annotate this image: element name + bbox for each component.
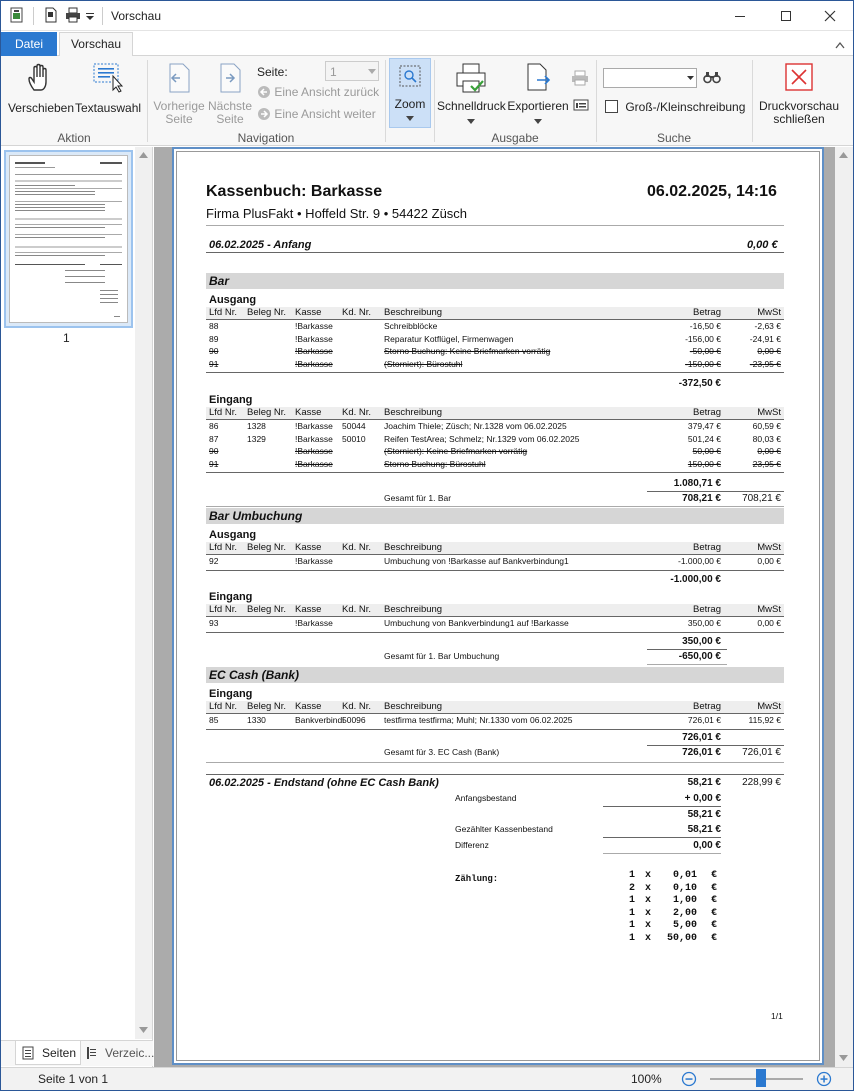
table-row-cell-kasse: !Barkasse <box>295 458 333 469</box>
scroll-down-icon[interactable] <box>839 1055 848 1061</box>
zoom-label: Zoom <box>394 97 426 111</box>
umbuchung-ausgang-sum: -1.000,00 € <box>670 574 721 585</box>
zaehlung-x: x <box>644 907 651 919</box>
vorherige-label-1: Vorherige <box>153 99 205 113</box>
naechste-label-1: Nächste <box>207 99 253 113</box>
schnelldruck-button[interactable] <box>437 62 505 128</box>
column-header-beleg: Beleg Nr. <box>247 542 287 553</box>
zaehlung-n: 1 <box>628 895 635 907</box>
table-row-cell-desc: Schreibblöcke <box>384 321 438 331</box>
tab-seiten-label: Seiten <box>42 1046 77 1060</box>
tab-seiten[interactable] <box>15 1041 81 1065</box>
endstand-betrag: 58,21 € <box>687 777 721 788</box>
bar-gesamt-betrag: 708,21 € <box>682 493 721 504</box>
zaehlung-row <box>617 870 717 881</box>
chevron-down-icon <box>467 119 475 125</box>
previous-page-icon <box>164 62 194 94</box>
table-row-cell-kasse: !Barkasse <box>295 358 333 369</box>
table-row-cell-mwst: 0,00 € <box>757 446 781 456</box>
endstand-mwst: 228,99 € <box>742 777 781 788</box>
pages-icon <box>22 1046 34 1060</box>
exportieren-button[interactable] <box>505 62 571 128</box>
new-document-icon[interactable] <box>43 7 59 23</box>
table-row-cell-lfd: 86 <box>209 421 219 431</box>
table-row-cell-betrag: -150,00 € <box>685 358 721 369</box>
table-row-cell-kasse: !Barkasse <box>295 333 333 344</box>
close-window-button[interactable] <box>807 1 853 31</box>
zaehlung-x: x <box>644 895 651 907</box>
scroll-up-icon[interactable] <box>839 152 848 158</box>
report-datetime: 06.02.2025, 14:16 <box>647 183 777 200</box>
zurueck-label: Eine Ansicht zurück <box>274 85 380 99</box>
table-row-cell-lfd: 90 <box>209 346 219 356</box>
zaehlung-c: € <box>710 920 717 932</box>
bar-ausgang-label: Ausgang <box>209 294 257 306</box>
preview-area <box>154 147 853 1067</box>
column-header-lfd: Lfd Nr. <box>209 307 237 318</box>
next-page-icon <box>215 62 245 94</box>
table-row-cell-mwst: -23,95 € <box>749 358 781 369</box>
tab-verzeichnis[interactable] <box>85 1041 153 1065</box>
zaehlung-c: € <box>710 882 717 894</box>
textauswahl-button[interactable] <box>75 62 141 115</box>
table-row-cell-desc: Reifen TestArea; Schmelz; Nr.1329 vom 06.02.2025 <box>384 433 580 444</box>
zoom-button[interactable] <box>389 58 431 128</box>
zaehlung-c: € <box>710 907 717 919</box>
column-header-kd: Kd. Nr. <box>342 407 372 418</box>
column-header-kasse: Kasse <box>295 604 322 615</box>
column-header-beschreibung: Beschreibung <box>384 604 443 615</box>
seite-value: 1 <box>330 65 337 79</box>
page-setup-icon[interactable] <box>573 98 589 115</box>
table-row-cell-kasse: !Barkasse <box>295 321 333 331</box>
vorherige-seite-button[interactable] <box>151 62 207 126</box>
zaehlung-n: 1 <box>628 907 635 919</box>
scroll-down-icon[interactable] <box>139 1027 148 1033</box>
table-row-cell-kd: 50010 <box>342 433 366 444</box>
zaehlung-c: € <box>710 870 717 881</box>
column-header-kd: Kd. Nr. <box>342 701 372 712</box>
chevron-down-icon <box>406 116 414 122</box>
quick-print-icon[interactable] <box>65 7 81 23</box>
table-row-cell-kd: 50096 <box>342 715 366 725</box>
column-header-kasse: Kasse <box>295 701 322 712</box>
preview-scrollbar[interactable] <box>835 147 853 1067</box>
export-icon <box>523 62 553 94</box>
column-header-kasse: Kasse <box>295 407 322 418</box>
column-header-betrag: Betrag <box>693 542 721 553</box>
table-row-cell-mwst: 0,00 € <box>757 618 781 628</box>
ribbon-tabs <box>1 32 853 56</box>
table-row-cell-betrag: 350,00 € <box>687 618 721 628</box>
druckvorschau-schliessen-button[interactable] <box>757 62 841 126</box>
chevron-down-icon <box>687 76 694 81</box>
column-header-mwst: MwSt <box>757 542 781 553</box>
zaehlung-c: € <box>710 933 717 944</box>
differenz-value: 0,00 € <box>693 840 721 851</box>
section-eccash-title: EC Cash (Bank) <box>209 668 300 682</box>
table-row-cell-desc: Umbuchung von Bankverbindung1 auf !Barkasse <box>384 618 569 628</box>
seite-select[interactable] <box>325 61 379 81</box>
zaehlung-v: 0,10 <box>672 882 697 894</box>
table-row-cell-betrag: 150,00 € <box>687 458 721 469</box>
minimize-button[interactable] <box>717 1 763 31</box>
window-title: Vorschau <box>111 9 162 23</box>
zaehlung-label: Zählung: <box>455 874 499 884</box>
table-row-cell-kasse: Bankverbindi <box>295 715 345 725</box>
zaehlung-x: x <box>644 870 651 881</box>
column-header-beleg: Beleg Nr. <box>247 407 287 418</box>
column-header-betrag: Betrag <box>693 604 721 615</box>
eccash-eingang-label: Eingang <box>209 688 253 700</box>
bar-eingang-label: Eingang <box>209 394 253 406</box>
table-row-cell-desc: (Storniert): Keine Briefmarken vorrätig <box>384 446 528 456</box>
column-header-mwst: MwSt <box>757 604 781 615</box>
zaehlung-n: 1 <box>628 933 635 944</box>
report-company: Firma PlusFakt • Hoffeld Str. 9 • 54422 Züsch <box>206 206 468 221</box>
bar-gesamt-label: Gesamt für 1. Bar <box>384 493 452 503</box>
forward-circle-icon <box>257 107 271 121</box>
close-label-2: schließen <box>773 112 825 126</box>
zoom-in-icon[interactable] <box>816 1071 832 1087</box>
table-row-cell-mwst: 115,92 € <box>748 715 781 725</box>
table-row-cell-mwst: -24,91 € <box>749 333 781 344</box>
search-input[interactable] <box>603 68 697 88</box>
quick-print-printer-icon <box>454 62 488 94</box>
table-row-cell-desc: Umbuchung von !Barkasse auf Bankverbindung1 <box>384 556 569 566</box>
eccash-eingang-sum: 726,01 € <box>682 732 721 743</box>
column-header-mwst: MwSt <box>757 407 781 418</box>
naechste-label-2: Seite <box>216 112 244 126</box>
verschieben-label: Verschieben <box>7 101 75 115</box>
table-row-cell-kd: 50044 <box>342 421 366 431</box>
column-header-kasse: Kasse <box>295 307 322 318</box>
column-header-beschreibung: Beschreibung <box>384 407 443 418</box>
status-zoom: 100% <box>631 1072 662 1086</box>
column-header-kd: Kd. Nr. <box>342 542 372 553</box>
zaehlung-x: x <box>644 933 651 944</box>
section-umbuchung-title: Bar Umbuchung <box>209 509 303 523</box>
anfangsbestand-label: Anfangsbestand <box>455 793 517 803</box>
table-row-cell-lfd: 91 <box>209 458 219 469</box>
hand-icon <box>25 62 57 94</box>
section-bar-title: Bar <box>209 274 230 288</box>
page-frame <box>172 147 824 1065</box>
vorherige-label-2: Seite <box>165 112 193 126</box>
eccash-gesamt-mwst: 726,01 € <box>742 747 781 758</box>
binoculars-icon[interactable] <box>703 70 721 87</box>
column-header-beschreibung: Beschreibung <box>384 701 443 712</box>
column-header-kasse: Kasse <box>295 542 322 553</box>
column-header-beleg: Beleg Nr. <box>247 307 287 318</box>
zaehlung-x: x <box>644 920 651 932</box>
table-row-cell-betrag: 379,47 € <box>687 421 721 431</box>
bar-eingang-sum: 1.080,71 € <box>673 478 721 489</box>
table-row-cell-desc: Reparatur Kotflügel, Firmenwagen <box>384 333 514 344</box>
umbuchung-gesamt-label: Gesamt für 1. Bar Umbuchung <box>384 651 500 661</box>
thumbnail-page <box>9 155 128 323</box>
checkbox-box[interactable] <box>605 100 618 113</box>
close-preview-icon <box>784 62 814 92</box>
table-row-cell-lfd: 93 <box>209 618 219 628</box>
exportieren-label: Exportieren <box>507 99 569 113</box>
thumbnail-page-number: 1 <box>63 331 70 345</box>
group-label-suche: Suche <box>656 131 692 145</box>
table-row-cell-beleg: 1329 <box>247 433 266 444</box>
zaehlung-row <box>617 895 717 906</box>
table-row-cell-betrag: -16,50 € <box>689 321 721 331</box>
gezaehlt-value: 58,21 € <box>687 824 721 835</box>
bar-ausgang-sum: -372,50 € <box>678 378 721 389</box>
table-row-cell-kasse: !Barkasse <box>295 618 333 628</box>
zoom-slider-thumb[interactable] <box>756 1069 766 1087</box>
column-header-lfd: Lfd Nr. <box>209 604 237 615</box>
text-select-icon <box>91 62 125 94</box>
table-row-cell-betrag: 50,00 € <box>692 446 721 456</box>
table-row-cell-mwst: 60,59 € <box>752 421 781 431</box>
verschieben-button[interactable] <box>7 62 75 115</box>
report-title: Kassenbuch: Barkasse <box>206 183 383 200</box>
table-row-cell-desc: testfirma testfirma; Muhl; Nr.1330 vom 06.02.2025 <box>384 715 573 725</box>
table-row-cell-lfd: 85 <box>209 715 219 725</box>
grossklein-label: Groß-/Kleinschreibung <box>625 100 746 114</box>
maximize-button[interactable] <box>763 1 809 31</box>
table-row-cell-kasse: !Barkasse <box>295 421 333 431</box>
table-row-cell-lfd: 88 <box>209 321 219 331</box>
zaehlung-n: 2 <box>628 882 635 894</box>
table-row-cell-mwst: 0,00 € <box>757 556 781 566</box>
close-label-1: Druckvorschau <box>758 99 840 113</box>
zaehlung-row <box>617 908 717 919</box>
app-icon <box>9 7 25 23</box>
table-row-cell-kasse: !Barkasse <box>295 556 333 566</box>
table-row-cell-desc: Joachim Thiele; Züsch; Nr.1328 vom 06.02.2025 <box>384 421 567 431</box>
zaehlung-v: 0,01 <box>672 870 697 881</box>
umbuchung-ausgang-label: Ausgang <box>209 529 257 541</box>
bar-gesamt-mwst: 708,21 € <box>742 493 781 504</box>
table-row-cell-beleg: 1330 <box>247 715 266 725</box>
status-page: Seite 1 von 1 <box>38 1072 109 1086</box>
column-header-mwst: MwSt <box>757 701 781 712</box>
chevron-down-icon <box>534 119 542 125</box>
zaehlung-n: 1 <box>628 870 635 881</box>
zaehlung-n: 1 <box>628 920 635 932</box>
endstand-label: 06.02.2025 - Endstand (ohne EC Cash Bank) <box>209 777 439 789</box>
column-header-lfd: Lfd Nr. <box>209 407 237 418</box>
zaehlung-v: 5,00 <box>672 920 697 932</box>
scroll-up-icon[interactable] <box>139 152 148 158</box>
page-thumbnail[interactable] <box>4 150 133 328</box>
table-row-cell-mwst: -2,63 € <box>754 321 781 331</box>
collapse-ribbon-icon[interactable] <box>835 38 845 52</box>
table-row-cell-betrag: 726,01 € <box>687 715 721 725</box>
eine-ansicht-zurueck-button[interactable] <box>257 85 379 99</box>
column-header-mwst: MwSt <box>757 307 781 318</box>
grossklein-checkbox[interactable] <box>605 100 745 114</box>
column-header-beschreibung: Beschreibung <box>384 542 443 553</box>
zaehlung-row <box>617 883 717 894</box>
gezaehlt-label: Gezählter Kassenbestand <box>455 824 553 834</box>
thumbnail-panel <box>1 147 153 1067</box>
zoom-out-icon[interactable] <box>681 1071 697 1087</box>
table-row-cell-desc: (Storniert): Bürostuhl <box>384 358 463 369</box>
zwischensumme: 58,21 € <box>687 809 721 820</box>
table-row-cell-mwst: 80,03 € <box>752 433 781 444</box>
chevron-down-icon[interactable] <box>85 11 95 27</box>
differenz-label: Differenz <box>455 840 489 850</box>
thumbnail-scrollbar[interactable] <box>135 147 152 1039</box>
section-bar <box>206 273 784 289</box>
table-row-cell-mwst: 0,00 € <box>757 346 781 356</box>
group-label-ausgabe: Ausgabe <box>491 131 539 145</box>
table-row-cell-lfd: 92 <box>209 556 219 566</box>
column-header-kd: Kd. Nr. <box>342 307 372 318</box>
weiter-label: Eine Ansicht weiter <box>274 107 376 121</box>
tab-vorschau[interactable]: Vorschau <box>59 32 133 57</box>
umbuchung-eingang-sum: 350,00 € <box>682 636 721 647</box>
seite-label: Seite: <box>257 65 288 79</box>
print-icon[interactable] <box>571 70 589 89</box>
tab-datei[interactable]: Datei <box>1 32 57 56</box>
table-row-cell-kasse: !Barkasse <box>295 346 333 356</box>
report-page <box>176 151 820 1061</box>
eine-ansicht-weiter-button[interactable] <box>257 107 376 121</box>
tab-verzeichnis-label: Verzeic... <box>105 1046 155 1060</box>
column-header-kd: Kd. Nr. <box>342 604 372 615</box>
table-row-cell-betrag: -1.000,00 € <box>677 556 721 566</box>
column-header-beschreibung: Beschreibung <box>384 307 443 318</box>
column-header-lfd: Lfd Nr. <box>209 542 237 553</box>
table-row-cell-desc: Storno Buchung: Keine Briefmarken vorrätig <box>384 346 551 356</box>
table-row-cell-kasse: !Barkasse <box>295 446 333 456</box>
textauswahl-label: Textauswahl <box>75 101 142 115</box>
umbuchung-gesamt-betrag: -650,00 € <box>678 651 721 662</box>
column-header-lfd: Lfd Nr. <box>209 701 237 712</box>
column-header-betrag: Betrag <box>693 407 721 418</box>
table-row-cell-betrag: 501,24 € <box>687 433 721 444</box>
naechste-seite-button[interactable] <box>205 62 255 126</box>
table-row-cell-lfd: 90 <box>209 446 219 456</box>
group-label-aktion: Aktion <box>57 131 91 145</box>
ribbon <box>1 56 853 146</box>
toc-icon <box>87 1046 97 1060</box>
anfang-label: 06.02.2025 - Anfang <box>209 239 312 251</box>
column-header-betrag: Betrag <box>693 307 721 318</box>
zaehlung-c: € <box>710 895 717 907</box>
eccash-gesamt-label: Gesamt für 3. EC Cash (Bank) <box>384 747 500 757</box>
anfang-value: 0,00 € <box>747 239 778 251</box>
table-row-cell-kasse: !Barkasse <box>295 433 333 444</box>
column-header-betrag: Betrag <box>693 701 721 712</box>
status-bar <box>1 1067 853 1091</box>
left-panel-tabs <box>1 1040 153 1066</box>
zaehlung-row <box>617 920 717 931</box>
zoom-icon <box>398 64 422 88</box>
title-bar <box>1 1 853 31</box>
column-header-beleg: Beleg Nr. <box>247 604 287 615</box>
anfangsbestand-value: + 0,00 € <box>684 793 721 804</box>
zaehlung-v: 2,00 <box>672 907 697 919</box>
column-header-beleg: Beleg Nr. <box>247 701 287 712</box>
group-label-navigation: Navigation <box>237 131 295 145</box>
zaehlung-x: x <box>644 882 651 894</box>
table-row-cell-mwst: 23,95 € <box>752 458 781 469</box>
zaehlung-row <box>617 933 717 944</box>
table-row-cell-desc: Storno Buchung: Bürostuhl <box>384 458 486 469</box>
table-row-cell-lfd: 91 <box>209 358 219 369</box>
table-row-cell-betrag: -156,00 € <box>685 333 721 344</box>
back-circle-icon <box>257 85 271 99</box>
table-row-cell-betrag: -50,00 € <box>689 346 721 356</box>
zaehlung-v: 50,00 <box>666 933 697 944</box>
table-row-cell-lfd: 87 <box>209 433 219 444</box>
zaehlung-v: 1,00 <box>672 895 697 907</box>
table-row-cell-lfd: 89 <box>209 333 219 344</box>
chevron-down-icon <box>368 69 376 75</box>
page-footer: 1/1 <box>771 1011 783 1021</box>
umbuchung-eingang-label: Eingang <box>209 591 253 603</box>
schnelldruck-label: Schnelldruck <box>437 99 506 113</box>
eccash-gesamt-betrag: 726,01 € <box>682 747 721 758</box>
table-row-cell-beleg: 1328 <box>247 421 266 431</box>
